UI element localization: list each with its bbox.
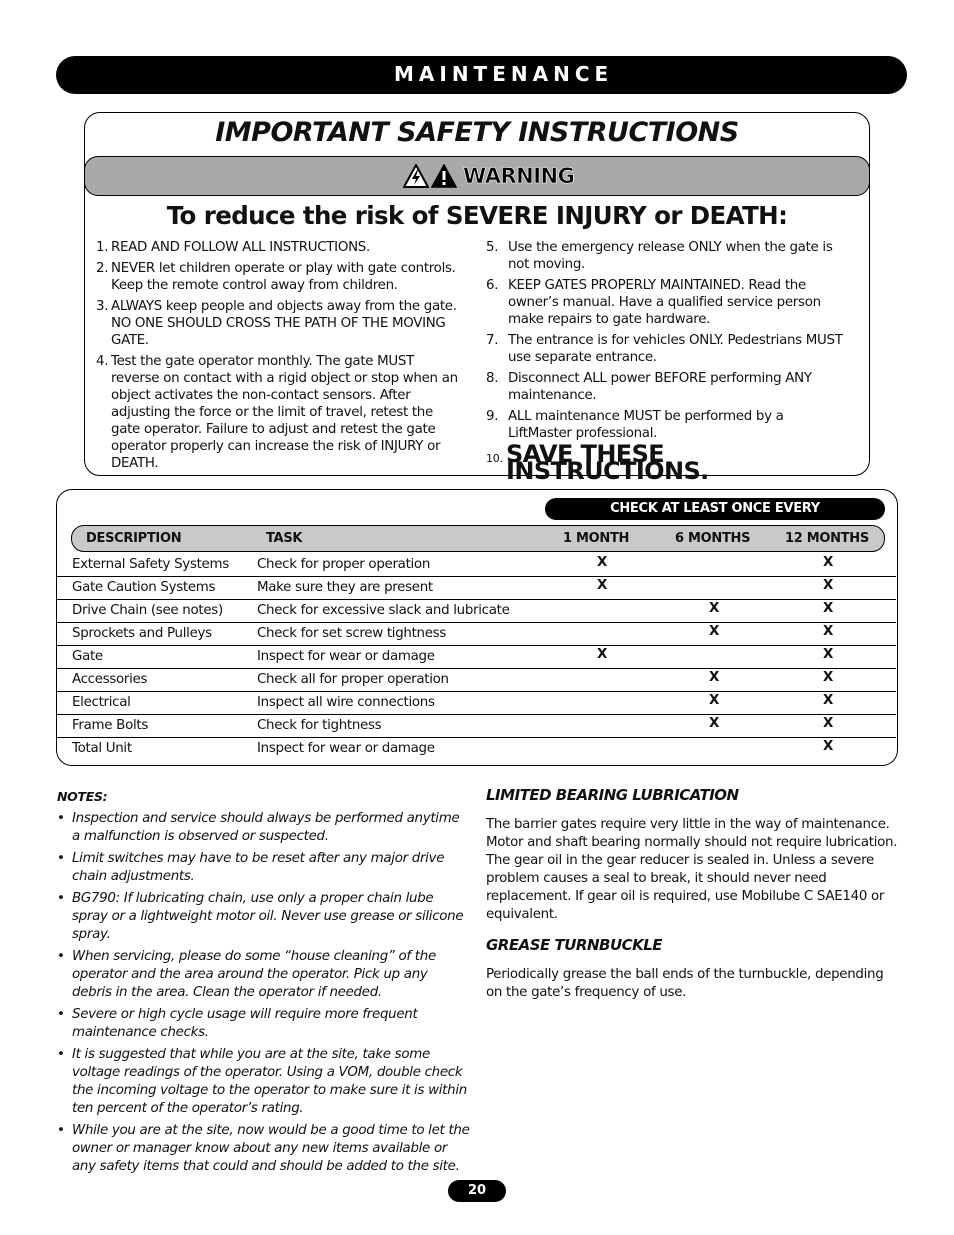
note-item: • BG790: If lubricating chain, use only a proper chain lube spray or a lightweight motor oil. Never use grease or silicone spray.	[57, 891, 464, 942]
section-header-bar	[56, 56, 907, 94]
warning-label: WARNING	[463, 164, 575, 188]
table-row: Gate Inspect for wear or damage X X	[57, 646, 896, 669]
table-row: Total Unit Inspect for wear or damage X	[72, 739, 834, 756]
table-row: Electrical Inspect all wire connections X X	[57, 692, 896, 715]
instruction-item: 8. Disconnect ALL power BEFORE performing ANY maintenance.	[486, 371, 812, 403]
instruction-item: 5. Use the emergency release ONLY when the gate is not moving.	[486, 240, 833, 272]
lubrication-heading: LIMITED BEARING LUBRICATION	[486, 786, 739, 804]
instruction-item: 4. Test the gate operator monthly. The gate MUST reverse on contact with a rigid object or stop when an object activates the non-contact sensors. After adjusting the force or the limit of travel, retest the gate operator. Failure to adjust and retest the gate operator properly can increase the risk of INJURY or DEATH.	[96, 354, 458, 471]
notes-title: NOTES:	[57, 789, 108, 804]
instruction-item: 9. ALL maintenance MUST be performed by a LiftMaster professional.	[486, 409, 784, 441]
alert-icon	[431, 164, 457, 188]
warning-label-group	[403, 161, 574, 191]
instructions-right-column	[486, 239, 850, 485]
header-12-months: 12 MONTHS	[785, 531, 869, 546]
safety-title: IMPORTANT SAFETY INSTRUCTIONS	[215, 117, 739, 148]
instruction-item: 3. ALWAYS keep people and objects away from the gate. NO ONE SHOULD CROSS THE PATH OF THE MOVING GATE.	[96, 299, 457, 348]
instruction-item: 6. KEEP GATES PROPERLY MAINTAINED. Read the owner’s manual. Have a qualified service person make repairs to gate hardware.	[486, 278, 821, 327]
instruction-item: 1. READ AND FOLLOW ALL INSTRUCTIONS.	[96, 240, 370, 255]
header-6-months: 6 MONTHS	[675, 531, 751, 546]
turnbuckle-text: Periodically grease the ball ends of the turnbuckle, depending on the gate’s frequency of use.	[486, 967, 884, 1000]
table-body	[57, 554, 896, 761]
risk-heading: To reduce the risk of SEVERE INJURY or DEATH:	[166, 201, 788, 230]
note-item: • Inspection and service should always be performed anytime a malfunction is observed or suspected.	[57, 811, 460, 844]
page-number: 20	[448, 1180, 506, 1202]
save-instructions: 10. SAVE THESE INSTRUCTIONS.	[486, 440, 709, 485]
table-row: Sprockets and Pulleys Check for set screw tightness X X	[57, 623, 896, 646]
note-item: • When servicing, please do some “house cleaning” of the operator and the area around the operator. Pick up any debris in the area. Clean the operator if needed.	[57, 949, 436, 1000]
header-task: TASK	[266, 531, 303, 546]
table-row: Drive Chain (see notes) Check for excessive slack and lubricate X X	[57, 600, 896, 623]
notes-section	[57, 788, 471, 1180]
maintenance-details-column	[486, 786, 900, 1014]
electric-shock-icon	[403, 164, 429, 188]
header-description: DESCRIPTION	[86, 531, 182, 546]
table-row: Gate Caution Systems Make sure they are present X X	[57, 577, 896, 600]
maintenance-schedule-table	[56, 489, 898, 766]
note-item: • Limit switches may have to be reset after any major drive chain adjustments.	[57, 851, 445, 884]
note-item: • It is suggested that while you are at the site, take some voltage readings of the operator. Using a VOM, double check the incoming voltage to the operator to make sure it is within ten percent of the operator’s rating.	[57, 1047, 467, 1116]
instructions-left-column	[96, 239, 460, 476]
note-item: • Severe or high cycle usage will require more frequent maintenance checks.	[57, 1007, 418, 1040]
note-item: • While you are at the site, now would be a good time to let the owner or manager know about any new items available or any safety items that could and should be added to the site.	[57, 1123, 470, 1174]
check-frequency-label: CHECK AT LEAST ONCE EVERY	[545, 498, 885, 520]
table-header	[71, 525, 885, 552]
table-row: Frame Bolts Check for tightness X X	[57, 715, 896, 738]
section-title: MAINTENANCE	[394, 62, 614, 86]
table-row: Accessories Check all for proper operation X X	[57, 669, 896, 692]
warning-band	[84, 156, 870, 196]
instruction-item: 7. The entrance is for vehicles ONLY. Pedestrians MUST use separate entrance.	[486, 333, 843, 365]
lubrication-text: The barrier gates require very little in the way of maintenance. Motor and shaft bearing normally should not require lubrication. The gear oil in the gear reducer is sealed in. Unless a severe problem causes a seal to break, it should never need replacement. If gear oil is required, use Mobilube C SAE140 or equivalent.	[486, 817, 898, 922]
instruction-item: 2. NEVER let children operate or play with gate controls. Keep the remote control away from children.	[96, 261, 456, 293]
safety-instructions-box	[84, 112, 870, 485]
header-1-month: 1 MONTH	[563, 531, 630, 546]
turnbuckle-heading: GREASE TURNBUCKLE	[486, 936, 663, 954]
table-row: External Safety Systems Check for proper operation X X	[57, 554, 896, 577]
